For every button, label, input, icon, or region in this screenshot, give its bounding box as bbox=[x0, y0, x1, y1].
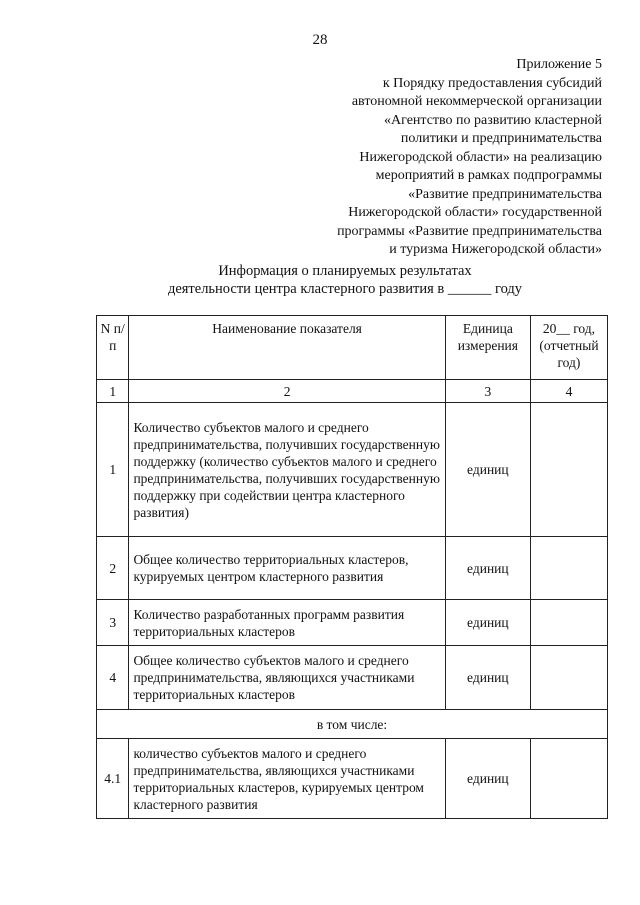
title-line-1: Информация о планируемых результатах bbox=[218, 263, 472, 279]
row-num: 4.1 bbox=[97, 739, 129, 819]
subheading: в том числе: bbox=[97, 710, 608, 739]
header-num: N п/п bbox=[97, 316, 129, 380]
row-unit: единиц bbox=[445, 403, 530, 537]
appendix-line: Приложение 5 bbox=[516, 57, 602, 72]
appendix-line: Нижегородской области» государственной bbox=[348, 205, 602, 220]
row-unit: единиц bbox=[445, 646, 530, 710]
row-name: Общее количество территориальных кластеров, курируемых центром кластерного развития bbox=[129, 537, 445, 600]
appendix-line: политики и предпринимательства bbox=[400, 131, 602, 146]
table-row bbox=[97, 600, 608, 646]
document-title bbox=[0, 262, 640, 298]
row-num: 1 bbox=[97, 403, 129, 537]
column-index: 4 bbox=[530, 380, 607, 403]
appendix-line: и туризма Нижегородской области» bbox=[389, 242, 602, 257]
column-index: 2 bbox=[129, 380, 445, 403]
appendix-line: «Развитие предпринимательства bbox=[408, 186, 602, 202]
appendix-line: мероприятий в рамках подпрограммы bbox=[375, 168, 602, 183]
results-table bbox=[96, 315, 608, 819]
table-header-row bbox=[97, 316, 608, 380]
column-index-row bbox=[97, 380, 608, 403]
header-year: 20__ год, (отчетный год) bbox=[530, 316, 607, 380]
row-value bbox=[530, 646, 607, 710]
row-num: 2 bbox=[97, 537, 129, 600]
table-row bbox=[97, 646, 608, 710]
row-name: Количество разработанных программ развития территориальных кластеров bbox=[129, 600, 445, 646]
header-unit: Единица измерения bbox=[445, 316, 530, 380]
title-line-2: деятельности центра кластерного развития в ______ году bbox=[167, 281, 523, 297]
appendix-header bbox=[262, 56, 602, 260]
appendix-line: Нижегородской области» на реализацию bbox=[359, 149, 602, 165]
table-row bbox=[97, 403, 608, 537]
row-value bbox=[530, 537, 607, 600]
row-name: Количество субъектов малого и среднего предпринимательства, получивших государственную поддержку (количество субъектов малого и среднего предпринимательства, получивших государственную поддержку при содействии центра кластерного развития) bbox=[129, 403, 445, 537]
row-name: количество субъектов малого и среднего предпринимательства, являющихся участниками территориальных кластеров, курируемых центром кластерного развития bbox=[129, 739, 445, 819]
appendix-line: «Агентство по развитию кластерной bbox=[384, 112, 602, 128]
row-num: 3 bbox=[97, 600, 129, 646]
row-value bbox=[530, 739, 607, 819]
row-unit: единиц bbox=[445, 739, 530, 819]
column-index: 1 bbox=[97, 380, 129, 403]
appendix-line: автономной некоммерческой организации bbox=[351, 94, 602, 109]
appendix-line: программы «Развитие предпринимательства bbox=[337, 223, 602, 239]
row-unit: единиц bbox=[445, 537, 530, 600]
row-value bbox=[530, 600, 607, 646]
appendix-line: к Порядку предоставления субсидий bbox=[382, 75, 602, 91]
row-name: Общее количество субъектов малого и среднего предпринимательства, являющихся участниками территориальных кластеров bbox=[129, 646, 445, 710]
header-name: Наименование показателя bbox=[129, 316, 445, 380]
row-unit: единиц bbox=[445, 600, 530, 646]
page-number: 28 bbox=[312, 32, 328, 48]
column-index: 3 bbox=[445, 380, 530, 403]
subheading-row bbox=[97, 710, 608, 739]
table-row bbox=[97, 537, 608, 600]
table-row bbox=[97, 739, 608, 819]
row-value bbox=[530, 403, 607, 537]
row-num: 4 bbox=[97, 646, 129, 710]
